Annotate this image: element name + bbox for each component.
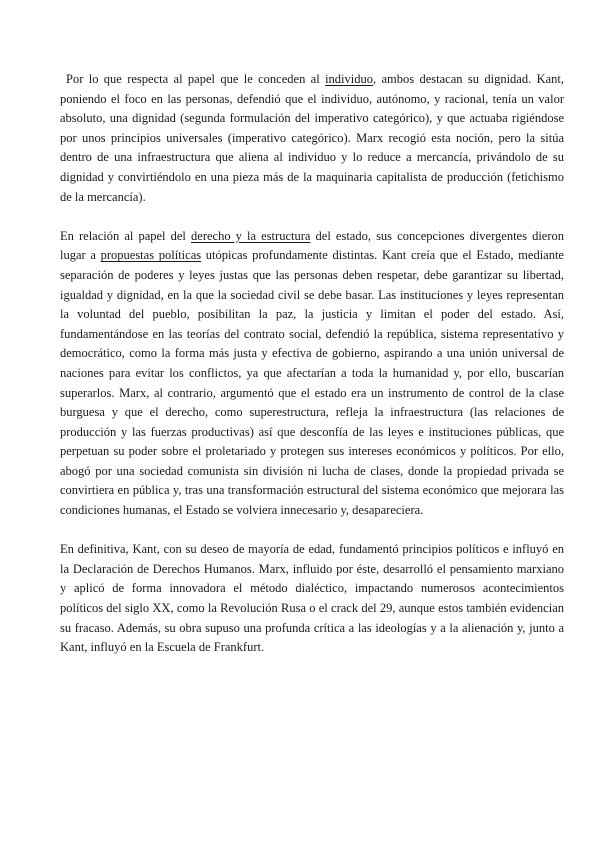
- underlined-term-derecho-estructura: derecho y la estructura: [191, 228, 311, 243]
- paragraph-segment: utópicas profundamente distintas. Kant creía que el Estado, mediante separación de poderes y leyes justas que las personas deben respetar, debe garantizar su libertad, igualdad y dignidad, en la que la sociedad civil se debe basar. Las instituciones y leyes representan la voluntad del pueblo, posibilitan la paz, la justicia y limitan el poder del estado. Así, fundamentándose en las teorías del contrato social, defendió la república, sistema representativo y democrático, como la forma más justa y efectiva de gobierno, aspirando a una unión universal de naciones para evitar los conflictos, ya que afectarían a toda la humanidad y, por ello, buscarían superarlos. Marx, al contrario, argumentó que el estado era un instrumento de control de la clase burguesa y que el derecho, como superestructura, refleja la infraestructura (las relaciones de producción y las fuerzas productivas) así que desconfía de las leyes e instituciones públicas, que perpetuan su poder sobre el proletariado y protegen sus intereses económicos y políticos. Por ello, abogó por una sociedad comunista sin división ni lucha de clases, donde la propiedad privada se convirtiera en pública y, tras una transformación estructural del sistema económico que mejorara las condiciones humanas, el Estado se volviera innecesario y, desapareciera.: [60, 248, 564, 518]
- underlined-term-individuo: individuo: [325, 72, 373, 86]
- underlined-term-propuestas-politicas: propuestas políticas: [100, 248, 202, 263]
- paragraph-segment: En definitiva, Kant, con su deseo de mayoría de edad, fundamentó principios políticos e influyó en la Declaración de Derechos Humanos. Marx, influido por éste, desarrolló el pensamiento marxiano y aplicó de forma innovadora el método dialéctico, impactando numerosos acontecimientos políticos del siglo XX, como la Revolución Rusa o el crack del 29, aunque estos también evidencian su fracaso. Además, su obra supuso una profunda crítica a las ideologías y a la alienación y, junto a Kant, influyó en la Escuela de Frankfurt.: [60, 542, 564, 655]
- paragraph-segment: En relación al papel del: [60, 228, 192, 243]
- paragraph-segment: del estado, sus concepciones divergentes dieron lugar a: [60, 228, 565, 263]
- paragraph-derecho-estado: [60, 227, 564, 521]
- document-body: [60, 70, 564, 677]
- paragraph-conclusion: [60, 540, 564, 658]
- paragraph-segment: , ambos destacan su dignidad. Kant, poniendo el foco en las personas, defendió que el individuo, autónomo, y racional, tenía un valor absoluto, una dignidad (segunda formulación del imperativo categórico), y que actuaba rigiéndose por unos principios universales (imperativo categórico). Marx recogió esta noción, pero la sitúa dentro de una infraestructura que aliena al individuo y lo reduce a mercancía, privándolo de su dignidad y convirtiéndolo en una pieza más de la maquinaria capitalista de producción (fetichismo de la mercancía).: [60, 72, 565, 204]
- paragraph-individuo: [60, 70, 564, 207]
- paragraph-segment: Por lo que respecta al papel que le conceden al: [66, 72, 326, 86]
